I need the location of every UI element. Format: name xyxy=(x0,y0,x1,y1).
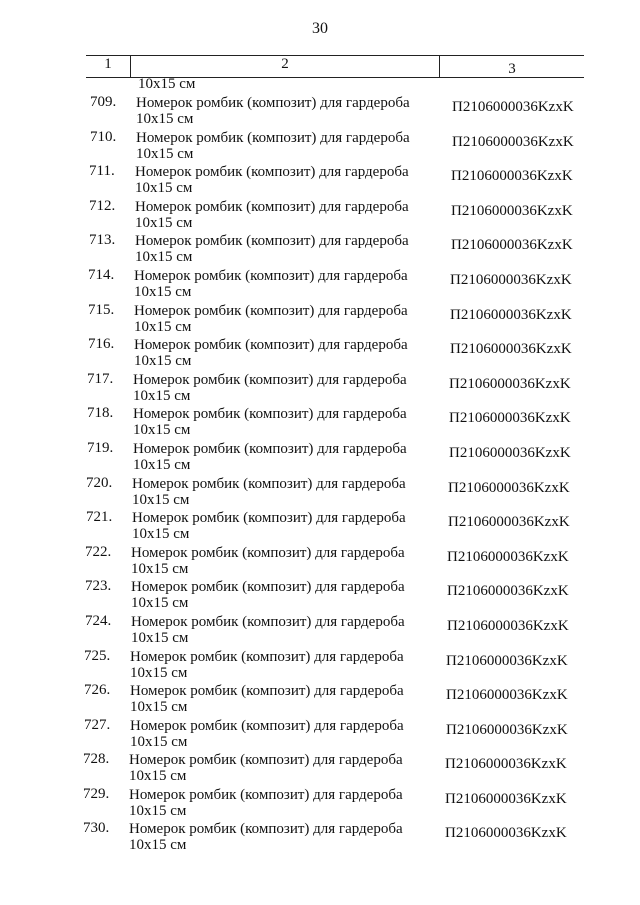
item-name: Номерок ромбик (композит) для гардероба xyxy=(134,267,408,284)
item-description xyxy=(129,821,403,853)
table-header xyxy=(86,55,584,78)
item-code: П2106000036KzxK xyxy=(451,168,573,185)
row-number: 729. xyxy=(83,785,110,802)
item-description xyxy=(133,406,407,438)
row-number: 724. xyxy=(85,612,112,629)
item-size: 10х15 см xyxy=(133,456,191,473)
item-name: Номерок ромбик (композит) для гардероба xyxy=(130,648,404,665)
table-row xyxy=(0,129,640,164)
item-description xyxy=(133,372,407,404)
item-code: П2106000036KzxK xyxy=(450,271,572,288)
row-number: 717. xyxy=(87,370,114,387)
item-code: П2106000036KzxK xyxy=(451,237,573,254)
item-code: П2106000036KzxK xyxy=(446,687,568,704)
item-size: 10х15 см xyxy=(134,318,192,335)
item-name: Номерок ромбик (композит) для гардероба xyxy=(136,129,410,146)
table-row xyxy=(0,751,640,786)
item-size: 10х15 см xyxy=(135,180,193,197)
table-row xyxy=(0,509,640,544)
item-description xyxy=(131,579,405,611)
item-name: Номерок ромбик (композит) для гардероба xyxy=(130,717,404,734)
item-description xyxy=(135,199,409,231)
item-name: Номерок ромбик (композит) для гардероба xyxy=(129,821,403,838)
item-name: Номерок ромбик (композит) для гардероба xyxy=(136,95,410,111)
item-name: Номерок ромбик (композит) для гардероба xyxy=(135,198,409,215)
row-number: 718. xyxy=(87,405,114,422)
row-number: 709. xyxy=(90,94,117,110)
row-number: 715. xyxy=(88,301,115,318)
row-number: 727. xyxy=(84,716,111,733)
item-description xyxy=(129,787,403,819)
row-number: 713. xyxy=(89,232,116,249)
item-size: 10х15 см xyxy=(130,664,188,681)
row-number: 721. xyxy=(86,509,113,526)
item-name: Номерок ромбик (композит) для гардероба xyxy=(131,579,405,596)
item-description xyxy=(136,130,410,162)
table-row xyxy=(0,440,640,475)
table-row xyxy=(0,302,640,337)
item-code: П2106000036KzxK xyxy=(448,479,570,496)
item-size: 10х15 см xyxy=(136,145,194,162)
item-name: Номерок ромбик (композит) для гардероба xyxy=(135,233,409,250)
item-description xyxy=(134,337,408,369)
item-code: П2106000036KzxK xyxy=(445,756,567,773)
item-size: 10х15 см xyxy=(130,699,188,716)
item-list xyxy=(0,94,640,855)
table-row xyxy=(0,613,640,648)
item-description xyxy=(135,164,409,196)
item-size: 10х15 см xyxy=(131,629,189,646)
table-row xyxy=(0,648,640,683)
item-code: П2106000036KzxK xyxy=(445,825,567,842)
item-name: Номерок ромбик (композит) для гардероба xyxy=(131,613,405,630)
table-row xyxy=(0,336,640,371)
row-number: 712. xyxy=(89,197,116,214)
item-name: Номерок ромбик (композит) для гардероба xyxy=(133,440,407,457)
item-code: П2106000036KzxK xyxy=(447,583,569,600)
table-row xyxy=(0,475,640,510)
column-header-2: 2 xyxy=(131,56,440,77)
item-description xyxy=(129,752,403,784)
row-number: 710. xyxy=(90,128,117,145)
table-row xyxy=(0,232,640,267)
item-description xyxy=(134,303,408,335)
item-size: 10х15 см xyxy=(129,802,187,819)
row-number: 730. xyxy=(83,820,110,837)
item-description xyxy=(130,649,404,681)
item-size: 10х15 см xyxy=(133,422,191,439)
table-row xyxy=(0,717,640,752)
item-code: П2106000036KzxK xyxy=(445,790,567,807)
item-code: П2106000036KzxK xyxy=(446,721,568,738)
table-row xyxy=(0,94,640,129)
item-description xyxy=(133,441,407,473)
item-description xyxy=(136,95,410,127)
item-description xyxy=(132,476,406,508)
item-name: Номерок ромбик (композит) для гардероба xyxy=(133,371,407,388)
item-description xyxy=(131,545,405,577)
row-number: 728. xyxy=(83,751,110,768)
item-size: 10х15 см xyxy=(129,768,187,785)
item-code: П2106000036KzxK xyxy=(447,548,569,565)
table-row xyxy=(0,786,640,821)
item-code: П2106000036KzxK xyxy=(450,306,572,323)
item-code: П2106000036KzxK xyxy=(452,133,574,150)
table-row xyxy=(0,198,640,233)
row-number: 722. xyxy=(85,543,112,560)
item-code: П2106000036KzxK xyxy=(451,202,573,219)
item-code: П2106000036KzxK xyxy=(448,514,570,531)
row-number: 716. xyxy=(88,336,115,353)
table-row xyxy=(0,682,640,717)
item-size: 10х15 см xyxy=(135,214,193,231)
item-name: Номерок ромбик (композит) для гардероба xyxy=(130,683,404,700)
item-code: П2106000036KzxK xyxy=(446,652,568,669)
row-number: 725. xyxy=(84,647,111,664)
item-size: 10х15 см xyxy=(131,595,189,612)
item-name: Номерок ромбик (композит) для гардероба xyxy=(132,510,406,527)
item-description xyxy=(134,268,408,300)
item-size: 10х15 см xyxy=(132,491,190,508)
item-code: П2106000036KzxK xyxy=(452,99,574,115)
item-size: 10х15 см xyxy=(131,560,189,577)
table-row xyxy=(0,267,640,302)
item-name: Номерок ромбик (композит) для гардероба xyxy=(133,406,407,423)
column-header-3: 3 xyxy=(508,61,516,77)
table-row xyxy=(0,371,640,406)
item-size: 10х15 см xyxy=(135,249,193,266)
item-description xyxy=(131,614,405,646)
item-code: П2106000036KzxK xyxy=(450,341,572,358)
item-size: 10х15 см xyxy=(134,353,192,370)
item-size: 10х15 см xyxy=(134,283,192,300)
item-description xyxy=(130,718,404,750)
item-description xyxy=(135,233,409,265)
item-size: 10х15 см xyxy=(136,111,194,127)
row-number: 723. xyxy=(85,578,112,595)
item-name: Номерок ромбик (композит) для гардероба xyxy=(135,164,409,181)
item-size: 10х15 см xyxy=(130,733,188,750)
column-header-1: 1 xyxy=(86,56,131,77)
item-name: Номерок ромбик (композит) для гардероба xyxy=(134,302,408,319)
item-size: 10х15 см xyxy=(129,837,187,854)
item-size: 10х15 см xyxy=(133,387,191,404)
item-description xyxy=(130,683,404,715)
item-size: 10х15 см xyxy=(132,526,190,543)
item-code: П2106000036KzxK xyxy=(449,444,571,461)
table-row xyxy=(0,163,640,198)
item-name: Номерок ромбик (композит) для гардероба xyxy=(134,337,408,354)
item-description xyxy=(132,510,406,542)
table-row xyxy=(0,820,640,855)
item-name: Номерок ромбик (композит) для гардероба xyxy=(129,752,403,769)
item-code: П2106000036KzxK xyxy=(449,410,571,427)
item-name: Номерок ромбик (композит) для гардероба xyxy=(132,475,406,492)
carryover-size-text: 10х15 см xyxy=(138,76,196,92)
row-number: 726. xyxy=(84,682,111,699)
table-row xyxy=(0,405,640,440)
table-row xyxy=(0,544,640,579)
item-code: П2106000036KzxK xyxy=(449,375,571,392)
page-number: 30 xyxy=(312,20,328,37)
item-name: Номерок ромбик (композит) для гардероба xyxy=(131,544,405,561)
item-name: Номерок ромбик (композит) для гардероба xyxy=(129,786,403,803)
item-code: П2106000036KzxK xyxy=(447,617,569,634)
table-row xyxy=(0,578,640,613)
row-number: 720. xyxy=(86,474,113,491)
row-number: 711. xyxy=(89,163,115,180)
row-number: 719. xyxy=(87,439,114,456)
row-number: 714. xyxy=(88,266,115,283)
